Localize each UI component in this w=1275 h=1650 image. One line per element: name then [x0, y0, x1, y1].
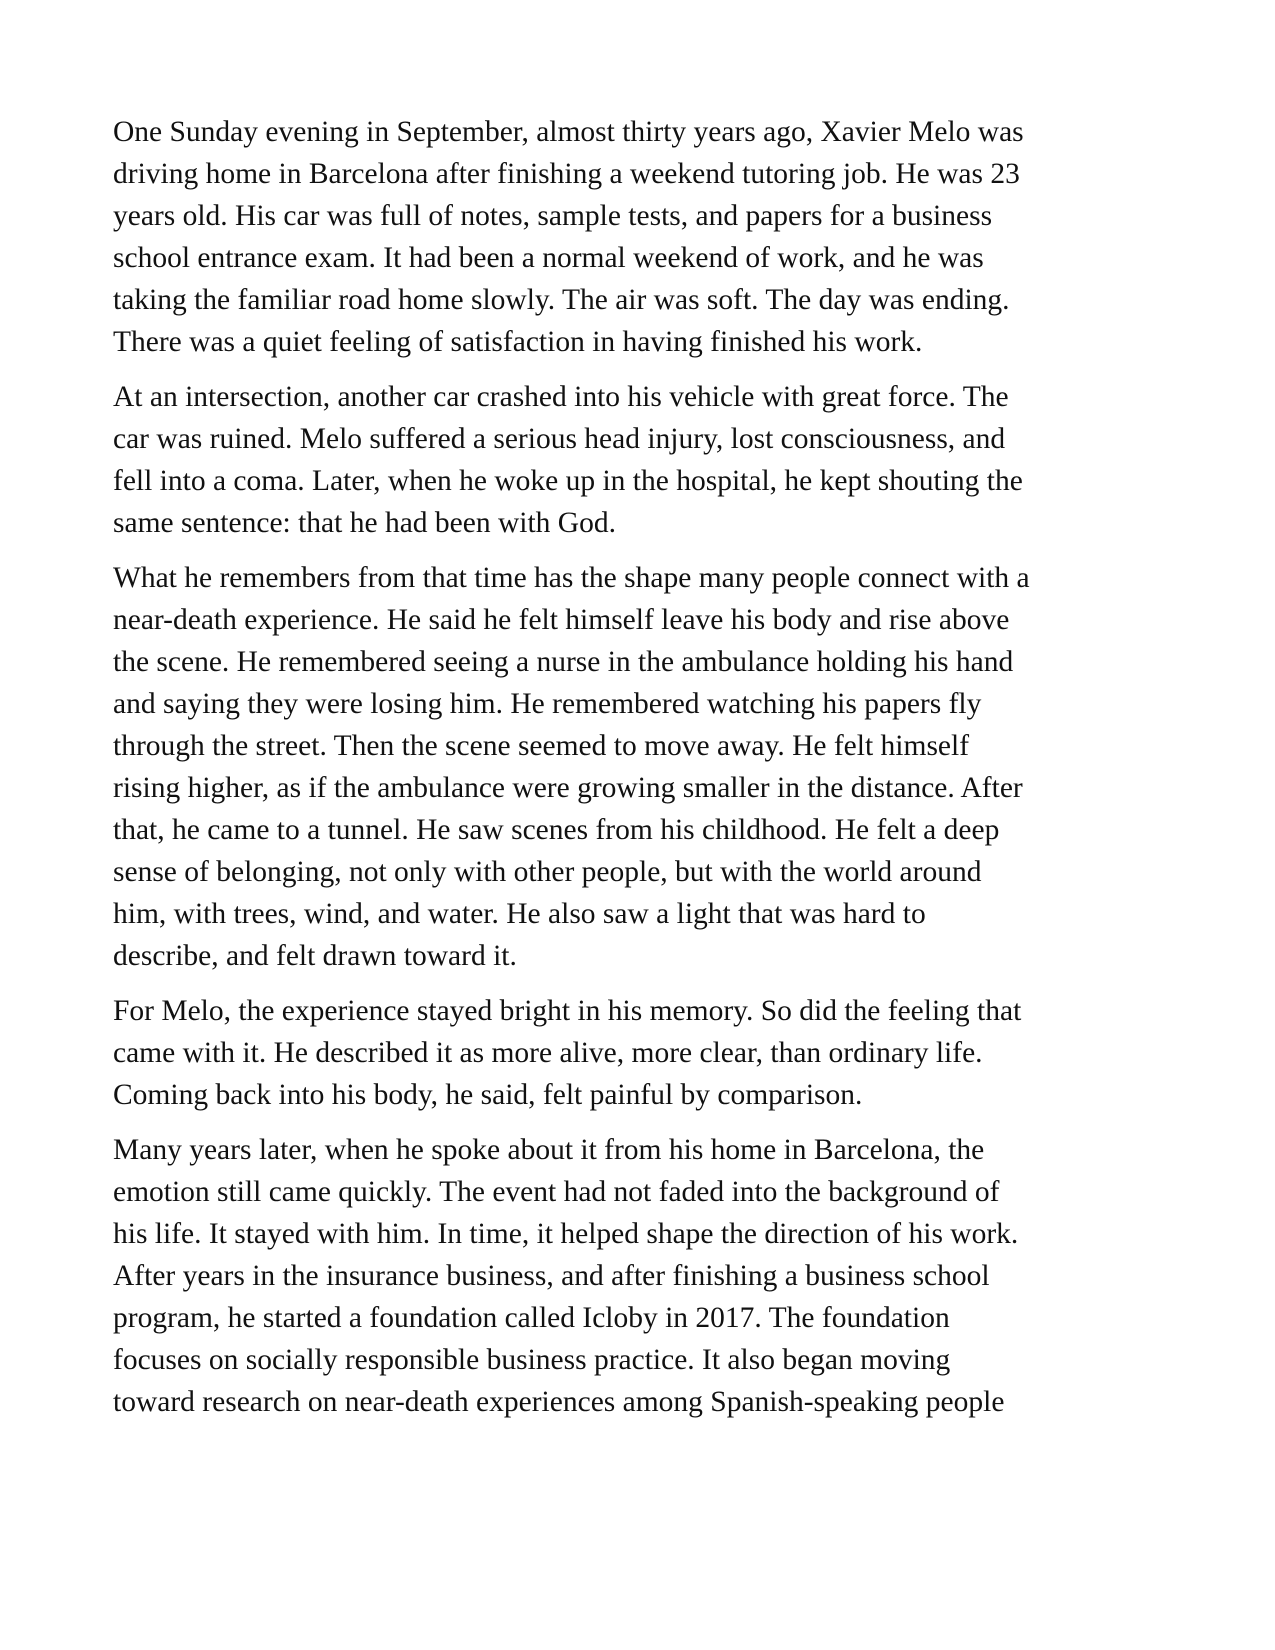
text-line: toward research on near-death experiences among Spanish-speaking people	[113, 1386, 1005, 1418]
text-line: describe, and felt drawn toward it.	[113, 940, 517, 972]
text-line: Coming back into his body, he said, felt painful by comparison.	[113, 1079, 863, 1111]
text-line: There was a quiet feeling of satisfaction in having finished his work.	[113, 326, 923, 358]
text-line: One Sunday evening in September, almost thirty years ago, Xavier Melo was	[113, 116, 1024, 148]
text-line: For Melo, the experience stayed bright in his memory. So did the feeling that	[113, 995, 1022, 1027]
text-line: the scene. He remembered seeing a nurse in the ambulance holding his hand	[113, 646, 1014, 678]
paragraph-2	[113, 376, 1123, 544]
document-page	[113, 111, 1123, 1436]
text-line: taking the familiar road home slowly. The air was soft. The day was ending.	[113, 284, 1010, 316]
text-line: fell into a coma. Later, when he woke up in the hospital, he kept shouting the	[113, 465, 1023, 497]
text-line: his life. It stayed with him. In time, it helped shape the direction of his work.	[113, 1218, 1019, 1250]
paragraph-5	[113, 1129, 1123, 1423]
text-line: At an intersection, another car crashed into his vehicle with great force. The	[113, 381, 1009, 413]
text-line: What he remembers from that time has the shape many people connect with a	[113, 562, 1030, 594]
paragraph-4	[113, 990, 1123, 1116]
text-line: sense of belonging, not only with other people, but with the world around	[113, 856, 982, 888]
text-line: driving home in Barcelona after finishing a weekend tutoring job. He was 23	[113, 158, 1020, 190]
text-line: came with it. He described it as more alive, more clear, than ordinary life.	[113, 1037, 983, 1069]
text-line: emotion still came quickly. The event had not faded into the background of	[113, 1176, 1000, 1208]
text-line: him, with trees, wind, and water. He also saw a light that was hard to	[113, 898, 926, 930]
text-line: same sentence: that he had been with God.	[113, 507, 616, 539]
text-line: through the street. Then the scene seemed to move away. He felt himself	[113, 730, 970, 762]
text-line: school entrance exam. It had been a normal weekend of work, and he was	[113, 242, 984, 274]
text-line: After years in the insurance business, and after finishing a business school	[113, 1260, 990, 1292]
text-line: and saying they were losing him. He remembered watching his papers fly	[113, 688, 982, 720]
text-line: near-death experience. He said he felt himself leave his body and rise above	[113, 604, 1010, 636]
paragraph-1	[113, 111, 1123, 363]
paragraph-3	[113, 557, 1123, 977]
text-line: focuses on socially responsible business practice. It also began moving	[113, 1344, 951, 1376]
text-line: car was ruined. Melo suffered a serious head injury, lost consciousness, and	[113, 423, 1006, 455]
text-line: program, he started a foundation called Icloby in 2017. The foundation	[113, 1302, 950, 1334]
text-line: rising higher, as if the ambulance were growing smaller in the distance. After	[113, 772, 1023, 804]
text-line: Many years later, when he spoke about it from his home in Barcelona, the	[113, 1134, 985, 1166]
text-line: that, he came to a tunnel. He saw scenes from his childhood. He felt a deep	[113, 814, 1000, 846]
text-line: years old. His car was full of notes, sample tests, and papers for a business	[113, 200, 993, 232]
